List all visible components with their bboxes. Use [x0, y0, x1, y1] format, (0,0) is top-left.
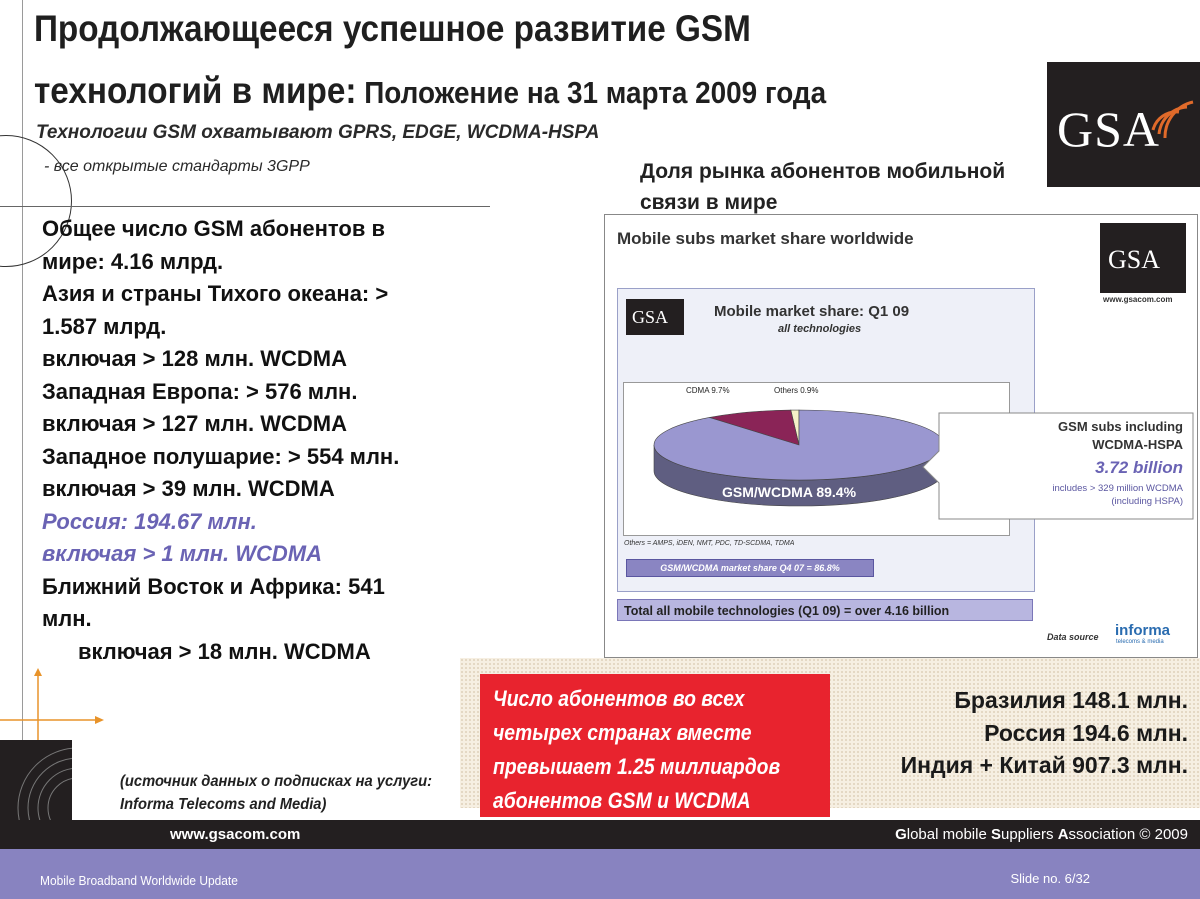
- callout-line1: GSM subs including: [1058, 419, 1183, 434]
- stat-line: Азия и страны Тихого океана: >: [42, 281, 389, 306]
- market-share-heading: Доля рынка абонентов мобильной связи в мире: [640, 160, 1006, 214]
- stat-line-russia-wcdma: включая > 1 млн. WCDMA: [42, 541, 322, 566]
- pie-chart-title: Mobile market share: Q1 09: [714, 303, 910, 320]
- gsa-logo: [1047, 62, 1200, 187]
- stat-line: млн.: [42, 606, 92, 631]
- country-stat: Бразилия 148.1 млн.: [954, 687, 1188, 713]
- footer-bar: [0, 849, 1200, 899]
- footer-copyright: Global mobile Suppliers Association © 2009: [895, 826, 1188, 843]
- pie-label-others: Others 0.9%: [774, 386, 819, 395]
- stat-line: Общее число GSM абонентов в: [42, 216, 385, 241]
- stat-line: Западная Европа: > 576 млн.: [42, 378, 358, 404]
- country-stat: Индия + Китай 907.3 млн.: [900, 752, 1188, 778]
- pie-label-gsmwcdma: GSM/WCDMA 89.4%: [721, 484, 857, 500]
- footer-slide-number: Slide no. 6/32: [1010, 871, 1090, 886]
- rings-icon: [0, 740, 72, 820]
- inner-gsa-logo-text: GSA: [632, 307, 669, 327]
- stat-line-russia: Россия: 194.67 млн.: [42, 508, 257, 534]
- page-title-line2-main: технологий в мире:: [34, 70, 357, 111]
- footer-url[interactable]: www.gsacom.com: [170, 826, 301, 843]
- footer-presentation-title: Mobile Broadband Worldwide Update: [40, 873, 238, 888]
- page-title-line1: Продолжающееся успешное развитие GSM: [34, 8, 751, 49]
- red-callout-line: абонентов GSM и WCDMA: [493, 788, 751, 813]
- inner-gsa-logo: [626, 299, 684, 335]
- callout-line2: WCDMA-HSPA: [1092, 437, 1183, 452]
- vertical-guide-line: [22, 0, 23, 740]
- subtitle-technologies: Технологии GSM охватывают GPRS, EDGE, WCDMA-HSPA: [36, 122, 600, 143]
- callout-box: [921, 411, 1197, 523]
- data-source-label: Data source: [1047, 632, 1099, 642]
- market-share-chart-panel: [604, 214, 1198, 658]
- stat-line: включая > 127 млн. WCDMA: [42, 411, 347, 436]
- footer-dark-bar: [0, 820, 1200, 849]
- stat-line: Ближний Восток и Африка: 541: [42, 573, 385, 599]
- stat-line: включая > 128 млн. WCDMA: [42, 346, 347, 371]
- subtitle-standards: - все открытые стандарты 3GPP: [44, 158, 310, 175]
- red-callout-line: четырех странах вместе: [493, 720, 752, 745]
- gsa-logo-arcs-icon: [1047, 62, 1200, 187]
- stat-line: включая > 18 млн. WCDMA: [78, 638, 371, 664]
- stat-line: мире: 4.16 млрд.: [42, 248, 224, 274]
- informa-logo-sub: telecoms & media: [1116, 639, 1164, 645]
- total-bar: Total all mobile technologies (Q1 09) = over 4.16 billion: [617, 599, 1033, 621]
- country-stat: Россия 194.6 млн.: [984, 719, 1188, 746]
- callout-value: 3.72 billion: [1095, 458, 1183, 477]
- source-line: Informa Telecoms and Media): [120, 796, 327, 813]
- callout-detail2: (including HSPA): [1111, 496, 1183, 507]
- pie-slice-gsmwcdma: [654, 410, 944, 480]
- stat-line: 1.587 млрд.: [42, 313, 167, 339]
- q4-note: GSM/WCDMA market share Q4 07 = 86.8%: [626, 559, 874, 577]
- others-footnote: Others = AMPS, iDEN, NMT, PDC, TD-SCDMA, TDMA: [624, 540, 795, 547]
- gsa-logo-text: GSA: [1057, 101, 1161, 157]
- subscriber-stats: [42, 213, 399, 668]
- red-callout-line: Число абонентов во всех: [493, 686, 745, 711]
- horizontal-divider: [0, 206, 490, 207]
- decorative-arrows-icon: [0, 660, 120, 750]
- data-source-note: [120, 770, 432, 816]
- callout-detail1: includes > 329 million WCDMA: [1052, 483, 1183, 494]
- chart-gsa-logo: [1100, 223, 1186, 293]
- decorative-rings-graphic: [0, 740, 72, 820]
- chart-url: www.gsacom.com: [1103, 295, 1173, 304]
- red-callout-box: [480, 674, 830, 817]
- country-stats: [901, 684, 1188, 782]
- informa-logo: informa: [1115, 622, 1171, 639]
- stat-line: включая > 39 млн. WCDMA: [42, 476, 335, 501]
- pie-chart-subtitle: all technologies: [778, 323, 862, 335]
- stat-line: Западное полушарие: > 554 млн.: [42, 443, 400, 469]
- pie-label-cdma: CDMA 9.7%: [686, 386, 730, 395]
- page-title-date: Положение на 31 марта 2009 года: [356, 75, 827, 110]
- chart-gsa-logo-text: GSA: [1108, 245, 1161, 274]
- chart-panel-title: Mobile subs market share worldwide: [617, 229, 914, 248]
- page-title-line2: [34, 70, 826, 112]
- source-line: (источник данных о подписках на услуги:: [120, 773, 433, 790]
- red-callout-line: превышает 1.25 миллиардов: [493, 754, 781, 779]
